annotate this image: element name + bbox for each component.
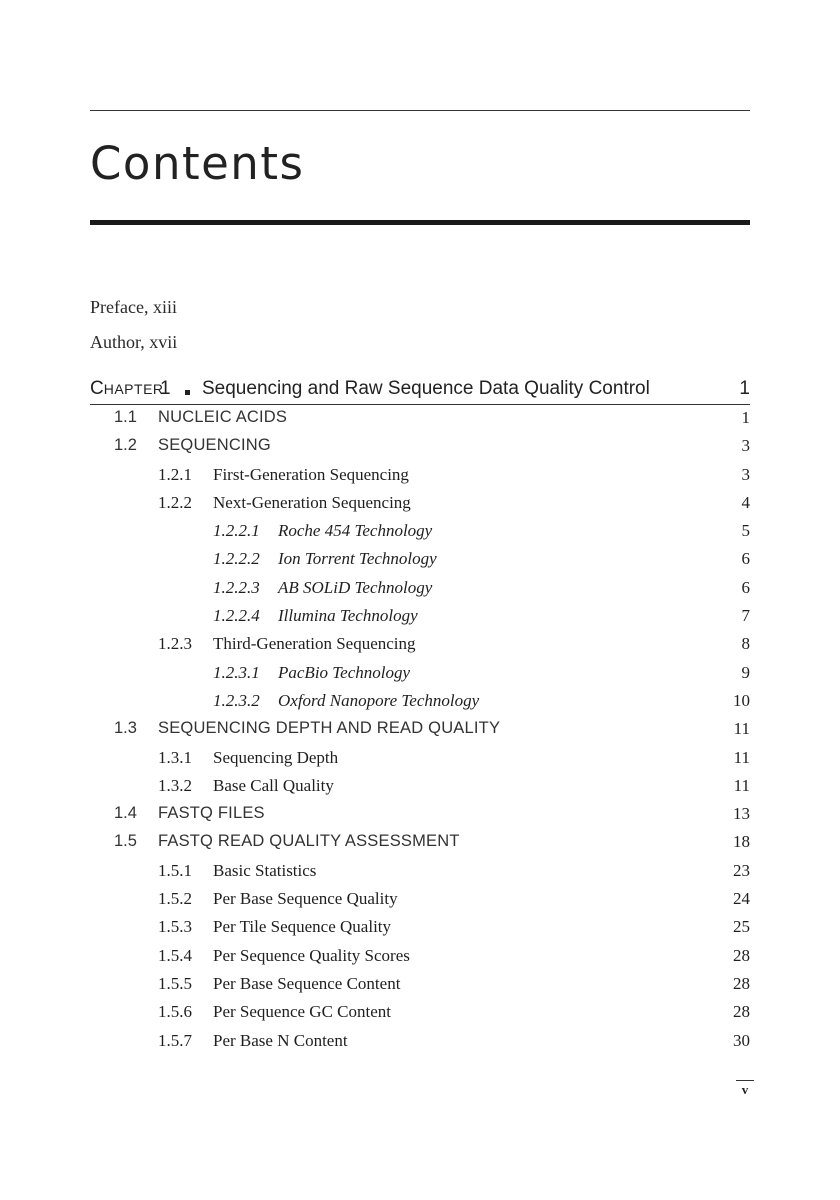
toc-entry-number: 1.2.2.4 <box>213 606 260 626</box>
title-underline-rule <box>90 220 750 225</box>
toc-entry[interactable] <box>0 971 840 999</box>
chapter-page-number: 1 <box>739 378 750 399</box>
toc-entry-title: SEQUENCING <box>158 436 271 455</box>
toc-entry-number: 1.5.3 <box>158 917 192 937</box>
toc-entry-title: First-Generation Sequencing <box>213 464 409 484</box>
toc-entry-title: Per Sequence Quality Scores <box>213 945 410 965</box>
toc-entry-number: 1.2.2.2 <box>213 549 260 569</box>
toc-entry-title: Ion Torrent Technology <box>278 549 437 569</box>
toc-entry-page: 30 <box>733 1030 750 1050</box>
toc-entry-page: 11 <box>733 747 750 767</box>
toc-entry-number: 1.2.3 <box>158 634 192 654</box>
toc-entry-page: 8 <box>741 634 750 654</box>
toc-entry-page: 28 <box>733 945 750 965</box>
toc-entry-number: 1.5.7 <box>158 1030 192 1050</box>
toc-entry[interactable] <box>0 858 840 886</box>
toc-entry-page: 28 <box>733 973 750 993</box>
toc-entry-page: 4 <box>741 492 750 512</box>
toc-entry-number: 1.4 <box>114 804 137 823</box>
toc-entry[interactable] <box>0 801 840 829</box>
toc-entry-title: Illumina Technology <box>278 606 418 626</box>
toc-entry-number: 1.3.2 <box>158 775 192 795</box>
toc-entry-number: 1.1 <box>114 408 137 426</box>
toc-entry[interactable] <box>0 433 840 461</box>
toc-entry-number: 1.5.2 <box>158 889 192 909</box>
toc-entry-number: 1.2.2 <box>158 492 192 512</box>
toc-entry-number: 1.5 <box>114 832 137 851</box>
toc-entry-title: Sequencing Depth <box>213 747 339 767</box>
toc-entry[interactable] <box>0 660 840 688</box>
toc-entry-number: 1.2.3.2 <box>213 690 260 710</box>
front-matter-preface[interactable]: Preface, xiii <box>90 297 177 317</box>
toc-entry-title: Base Call Quality <box>213 775 334 795</box>
toc-entry[interactable] <box>0 745 840 773</box>
toc-entry-number: 1.2.3.1 <box>213 662 260 682</box>
toc-entry-number: 1.2.1 <box>158 464 192 484</box>
top-rule <box>90 110 750 111</box>
toc-entry-number: 1.2.2.1 <box>213 521 260 541</box>
toc-entry[interactable] <box>0 1028 840 1056</box>
page-folio: v <box>736 1080 754 1098</box>
toc-entry-title: FASTQ FILES <box>158 804 265 823</box>
toc-entry-page: 5 <box>741 521 750 541</box>
toc-entry-page: 1 <box>741 408 750 427</box>
toc-entry-page: 7 <box>741 606 750 626</box>
toc-entry-title: NUCLEIC ACIDS <box>158 408 288 426</box>
toc-entry-number: 1.2 <box>114 436 137 455</box>
toc-entry[interactable] <box>0 773 840 801</box>
toc-entry-page: 23 <box>733 860 750 880</box>
toc-entry-title: SEQUENCING DEPTH AND READ QUALITY <box>158 719 501 738</box>
toc-entry[interactable] <box>0 999 840 1027</box>
toc-entry-page: 25 <box>733 917 750 937</box>
toc-entry-number: 1.5.1 <box>158 860 192 880</box>
chapter-bullet-icon <box>185 390 190 395</box>
toc-entry[interactable] <box>0 886 840 914</box>
toc-entry-page: 3 <box>741 436 750 456</box>
toc-entry-page: 11 <box>733 775 750 795</box>
toc-entry-page: 6 <box>741 549 750 569</box>
toc-entry-title: Third-Generation Sequencing <box>213 634 416 654</box>
toc-entry-title: Basic Statistics <box>213 860 317 880</box>
page-title: Contents <box>90 137 305 190</box>
toc-entry[interactable] <box>0 490 840 518</box>
toc-entry-page: 10 <box>733 690 750 710</box>
toc-entry-page: 13 <box>733 804 750 824</box>
toc-entry[interactable] <box>0 518 840 546</box>
front-matter-author[interactable]: Author, xvii <box>90 332 178 352</box>
chapter-label <box>90 378 164 400</box>
toc-entry[interactable] <box>0 405 840 433</box>
toc-entry-title: Per Sequence GC Content <box>213 1002 391 1022</box>
toc-entry-page: 11 <box>733 719 750 739</box>
toc-entry-page: 3 <box>741 464 750 484</box>
toc-entry-list <box>0 405 840 1056</box>
toc-entry[interactable] <box>0 829 840 857</box>
toc-entry[interactable] <box>0 688 840 716</box>
toc-entry[interactable] <box>0 631 840 659</box>
toc-entry-page: 18 <box>733 832 750 852</box>
toc-entry-number: 1.3 <box>114 719 137 738</box>
toc-entry[interactable] <box>0 914 840 942</box>
chapter-label-initial: C <box>90 378 104 399</box>
toc-entry-number: 1.2.2.3 <box>213 577 260 597</box>
toc-entry-number: 1.5.4 <box>158 945 192 965</box>
toc-entry[interactable] <box>0 462 840 490</box>
toc-entry-title: FASTQ READ QUALITY ASSESSMENT <box>158 832 460 851</box>
toc-entry-title: Per Base Sequence Content <box>213 973 401 993</box>
toc-entry-title: Roche 454 Technology <box>278 521 433 541</box>
chapter-label-rest: HAPTER <box>103 381 164 397</box>
chapter-number: 1 <box>160 378 171 399</box>
toc-entry-title: PacBio Technology <box>278 662 411 682</box>
toc-entry-title: Per Tile Sequence Quality <box>213 917 392 937</box>
toc-entry[interactable] <box>0 603 840 631</box>
toc-entry-number: 1.3.1 <box>158 747 192 767</box>
toc-entry-title: Next-Generation Sequencing <box>213 492 411 512</box>
toc-entry-page: 6 <box>741 577 750 597</box>
chapter-title: Sequencing and Raw Sequence Data Quality Control <box>202 378 650 399</box>
toc-entry-title: Per Base N Content <box>213 1030 348 1050</box>
toc-entry-title: Oxford Nanopore Technology <box>278 690 480 710</box>
toc-entry[interactable] <box>0 716 840 744</box>
toc-entry-title: Per Base Sequence Quality <box>213 889 398 909</box>
toc-entry-number: 1.5.6 <box>158 1002 192 1022</box>
toc-entry[interactable] <box>0 546 840 574</box>
toc-entry-page: 24 <box>733 889 750 909</box>
chapter-heading[interactable] <box>90 378 750 405</box>
toc-entry[interactable] <box>0 943 840 971</box>
toc-entry[interactable] <box>0 575 840 603</box>
toc-entry-page: 9 <box>741 662 750 682</box>
toc-entry-number: 1.5.5 <box>158 973 192 993</box>
toc-entry-page: 28 <box>733 1002 750 1022</box>
toc-entry-title: AB SOLiD Technology <box>278 577 433 597</box>
